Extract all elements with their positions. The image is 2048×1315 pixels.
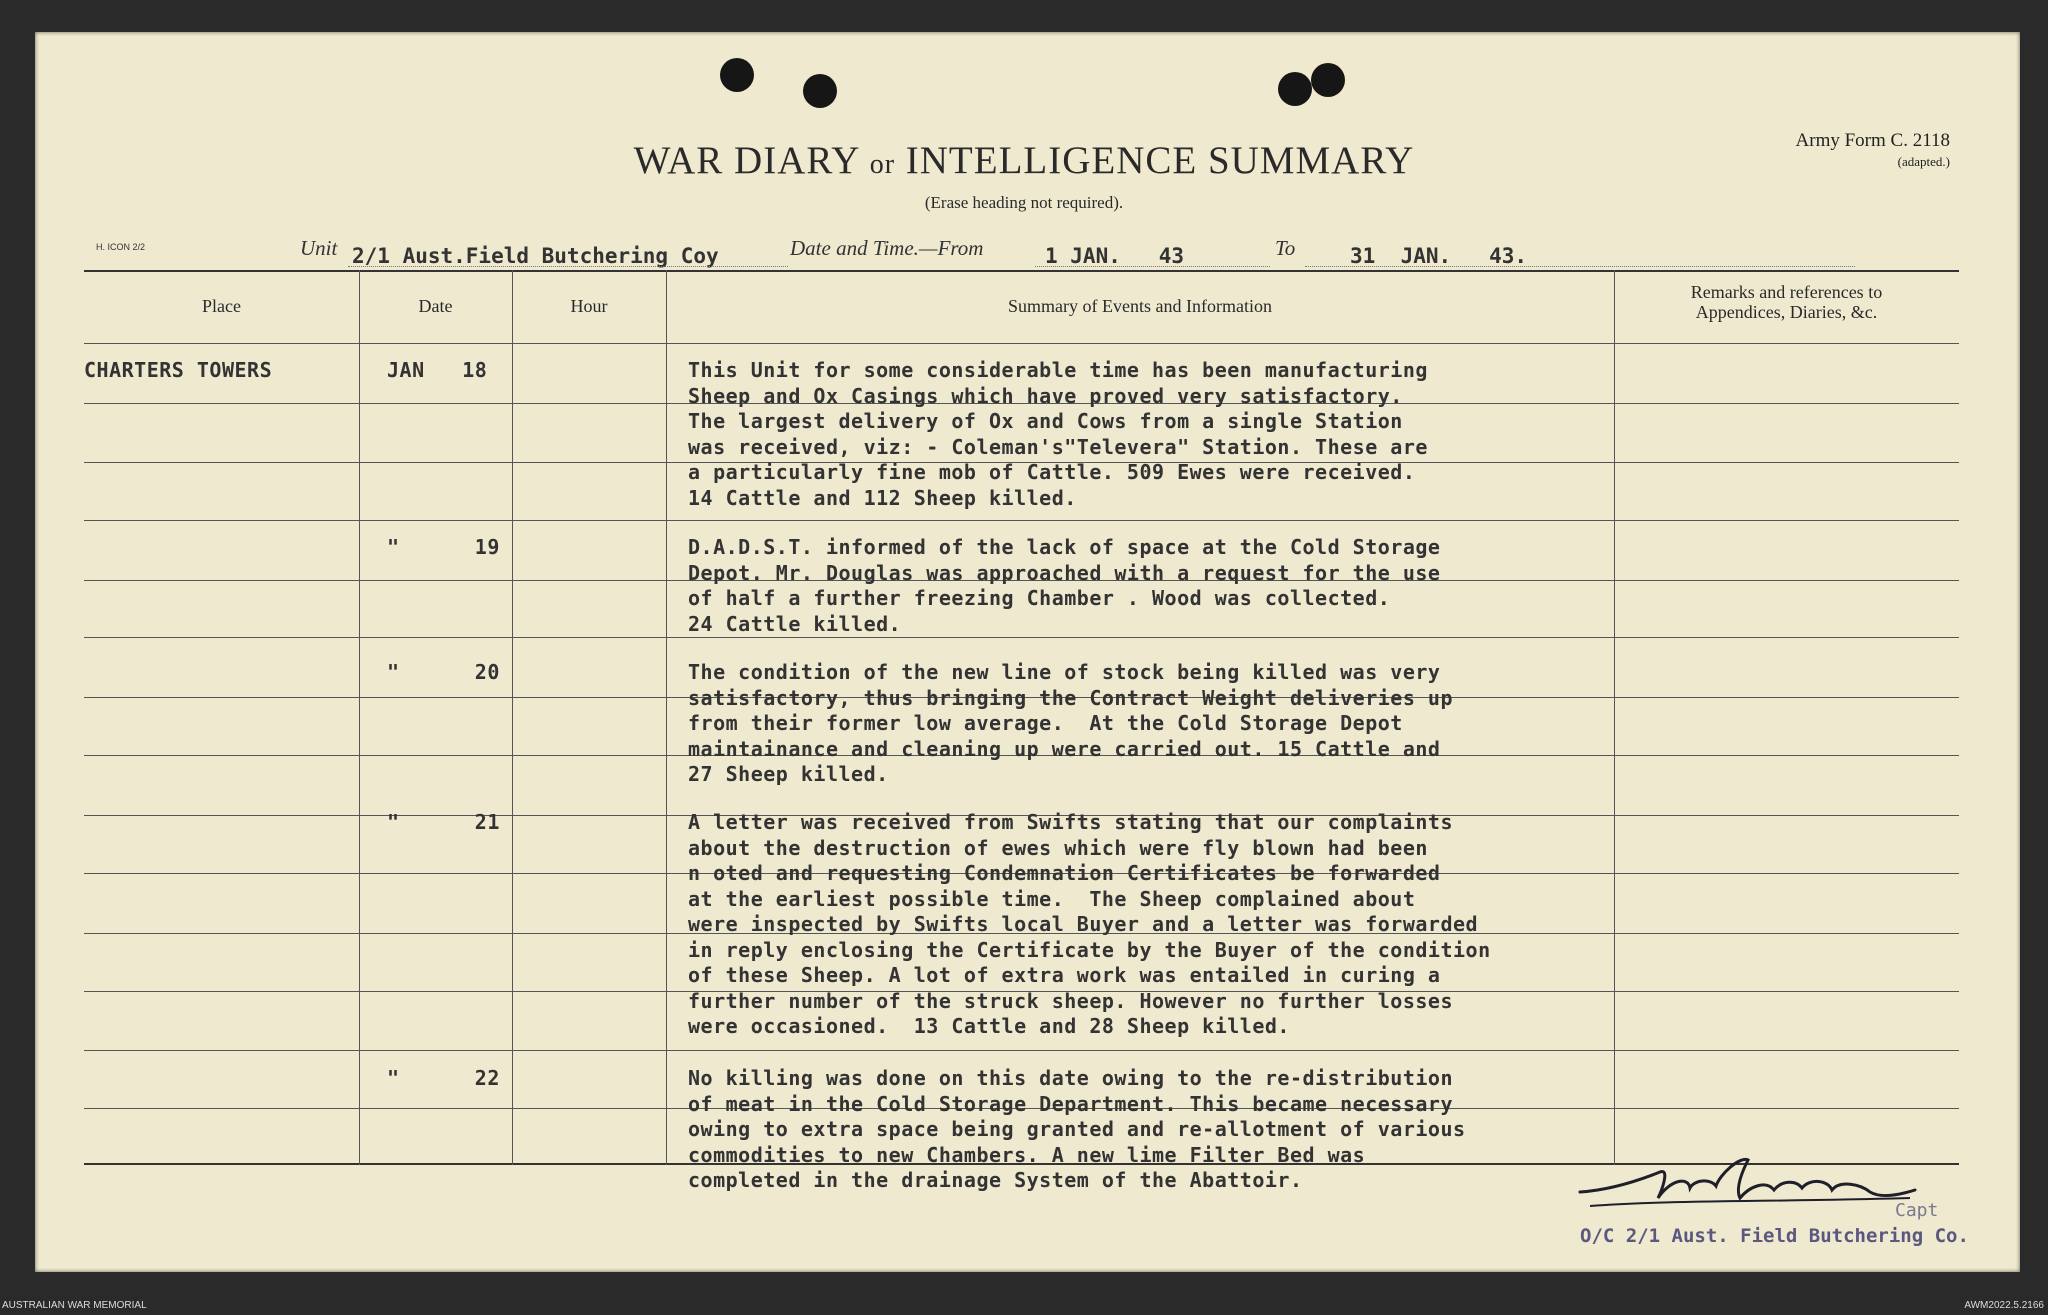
- adapted-label: (adapted.): [1897, 154, 1950, 169]
- punch-hole: [1278, 72, 1312, 106]
- punch-hole: [720, 58, 754, 92]
- date-time-label: Date and Time.—From: [790, 236, 984, 260]
- unit-dotted-line: [348, 266, 788, 267]
- page-title: [0, 138, 2048, 183]
- remarks-header-line-2: Appendices, Diaries, &c.: [1695, 302, 1878, 322]
- remarks-header-line-1: Remarks and references to: [1690, 282, 1883, 302]
- column-divider: [359, 270, 360, 1165]
- column-header-date: Date: [418, 296, 453, 316]
- column-divider: [1614, 270, 1615, 1165]
- column-header-place: Place: [202, 296, 241, 316]
- footer-archive-name: AUSTRALIAN WAR MEMORIAL: [2, 1300, 147, 1311]
- from-dotted-line: [1035, 266, 1270, 267]
- table-top-rule: [84, 270, 1959, 272]
- unit-stamp: O/C 2/1 Aust. Field Butchering Co.: [1580, 1225, 1969, 1247]
- footer-archive-ref: AWM2022.5.2166: [1964, 1300, 2044, 1311]
- entry-date: " 20: [387, 660, 500, 684]
- punch-hole: [1311, 63, 1345, 97]
- unit-line: [300, 236, 1960, 268]
- title-intelligence-summary: INTELLIGENCE SUMMARY: [905, 139, 1415, 182]
- to-label: To: [1275, 236, 1296, 260]
- army-form-label: Army Form C. 2118: [1795, 130, 1950, 151]
- signature: [1570, 1150, 1930, 1220]
- form-code: H. ICON 2/2: [96, 242, 146, 252]
- entry-place: CHARTERS TOWERS: [84, 358, 273, 382]
- row-rule: [84, 520, 1959, 521]
- to-dotted-line: [1305, 266, 1855, 267]
- entry-date: JAN 18: [387, 358, 488, 382]
- diary-table: [84, 270, 1959, 1192]
- column-divider: [512, 270, 513, 1165]
- entry-summary: No killing was done on this date owing to the re-distribution of meat in the Cold Storage Department. This became necessary owing to extra space being granted and re-allotment of various commodities to new Chambers. A new lime Filter Bed was completed in the drainage System of the Abattoir.: [688, 1066, 1466, 1192]
- signature-rank: Capt: [1895, 1200, 1939, 1221]
- punch-hole: [803, 74, 837, 108]
- column-header-remarks: [1614, 282, 1959, 322]
- from-value: 1 JAN. 43: [1045, 244, 1185, 268]
- entry-summary: This Unit for some considerable time has been manufacturing Sheep and Ox Casings which have proved very satisfactory. The largest delivery of Ox and Cows from a single Station was received, viz: - Coleman's"Televera" Station. These are a particularly fine mob of Cattle. 509 Ewes were received. 14 Cattle and 112 Sheep killed.: [688, 358, 1428, 510]
- to-value: 31 JAN. 43.: [1350, 244, 1528, 268]
- column-divider: [666, 270, 667, 1165]
- unit-value: 2/1 Aust.Field Butchering Coy: [352, 244, 719, 268]
- column-header-summary: Summary of Events and Information: [1008, 296, 1272, 316]
- entry-summary: The condition of the new line of stock being killed was very satisfactory, thus bringing the Contract Weight deliveries up from their former low average. At the Cold Storage Depot maintainance and cleaning up were carried out. 15 Cattle and 27 Sheep killed.: [688, 660, 1454, 786]
- row-rule: [84, 1050, 1959, 1051]
- title-or: or: [869, 149, 896, 180]
- entry-date: " 22: [387, 1066, 500, 1090]
- page-subtitle: (Erase heading not required).: [924, 193, 1124, 212]
- title-war-diary: WAR DIARY: [633, 139, 859, 182]
- column-header-hour: Hour: [570, 296, 608, 316]
- entry-summary: A letter was received from Swifts stating that our complaints about the destruction of ewes which were fly blown had been n oted and requesting Condemnation Certificates be forwarded at the earliest possible time. The Sheep complained about were inspected by Swifts local Buyer and a letter was forwarded in reply enclosing the Certificate by the Buyer of the condition of these Sheep. A lot of extra work was entailed in curing a further number of the struck sheep. However no further losses were occasioned. 13 Cattle and 28 Sheep killed.: [688, 810, 1491, 1038]
- unit-label: Unit: [300, 236, 338, 260]
- entry-summary: D.A.D.S.T. informed of the lack of space at the Cold Storage Depot. Mr. Douglas was approached with a request for the use of half a further freezing Chamber . Wood was collected. 24 Cattle killed.: [688, 535, 1441, 636]
- row-rule: [84, 637, 1959, 638]
- entry-date: " 19: [387, 535, 500, 559]
- header-rule: [84, 343, 1959, 344]
- entry-date: " 21: [387, 810, 500, 834]
